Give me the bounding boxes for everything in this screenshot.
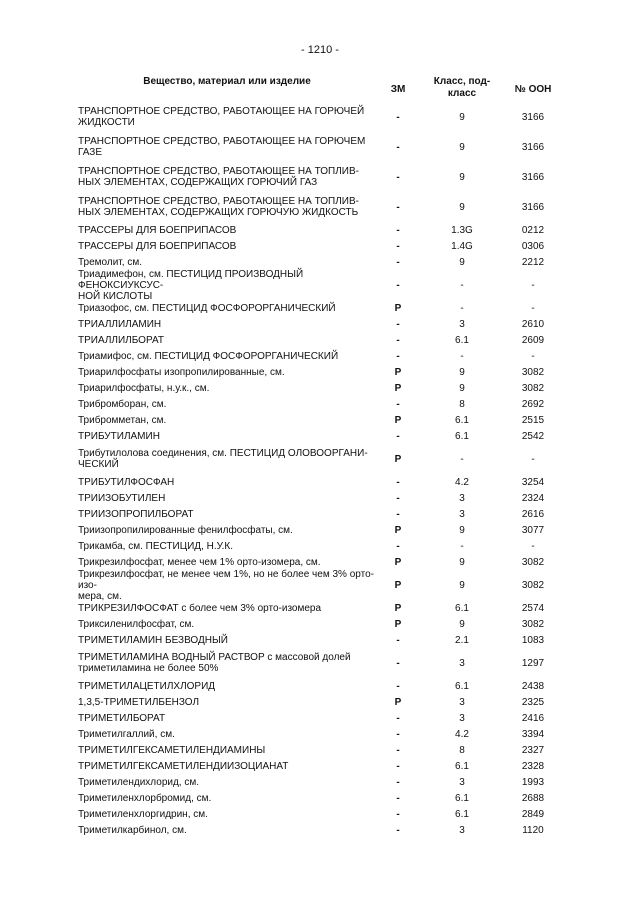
zm-cell: -: [396, 141, 400, 153]
substance-line: ЖИДКОСТИ: [78, 117, 135, 128]
substance-cell: [78, 319, 376, 330]
class-cell: 9: [459, 618, 465, 630]
table-row: [78, 396, 562, 412]
un-number-cell: 3082: [521, 579, 545, 591]
class-cell: 9: [459, 556, 465, 568]
zm-cell: -: [396, 398, 400, 410]
class-cell: 8: [459, 744, 465, 756]
substance-line: Триизопропилированные фенилфосфаты, см.: [78, 524, 293, 536]
substance-line: Трикрезилфосфат, менее чем 1% орто-изомера, см.: [78, 556, 321, 568]
substance-cell: [78, 793, 376, 804]
substance-line: мера, см.: [78, 590, 122, 602]
substance-line: ТРАНСПОРТНОЕ СРЕДСТВО, РАБОТАЮЩЕЕ НА ТОПЛИВ-: [78, 196, 359, 207]
zm-cell: -: [396, 350, 400, 362]
substance-line: ТРИИЗОПРОПИЛБОРАТ: [78, 508, 194, 520]
table-row: [78, 822, 562, 838]
substance-line: 1,3,5-ТРИМЕТИЛБЕНЗОЛ: [78, 696, 200, 708]
substance-cell: [78, 166, 376, 188]
table-row: [78, 506, 562, 522]
class-cell: 2.1: [455, 634, 469, 646]
table-row: [78, 444, 562, 474]
zm-cell: Р: [394, 453, 402, 465]
substance-line: Триметиленхлорбромид, см.: [78, 792, 212, 804]
zm-cell: -: [396, 712, 400, 724]
substance-cell: [78, 448, 376, 470]
un-number-cell: -: [531, 279, 535, 291]
zm-cell: -: [396, 430, 400, 442]
table-row: [78, 348, 562, 364]
class-cell: 6.1: [455, 792, 469, 804]
class-cell: 9: [459, 201, 465, 213]
substance-line: ТРАССЕРЫ ДЛЯ БОЕПРИПАСОВ: [78, 240, 237, 252]
substance-cell: [78, 729, 376, 740]
substance-cell: [78, 745, 376, 756]
table-row: [78, 222, 562, 238]
zm-cell: -: [396, 808, 400, 820]
un-number-cell: 1993: [521, 776, 545, 788]
class-cell: -: [460, 540, 464, 552]
table-row: [78, 710, 562, 726]
substance-line: ТРИБУТИЛФОСФАН: [78, 476, 175, 488]
un-number-cell: 2688: [521, 792, 545, 804]
substance-cell: [78, 399, 376, 410]
un-number-cell: 2849: [521, 808, 545, 820]
class-cell: 6.1: [455, 334, 469, 346]
un-number-cell: 3082: [521, 382, 545, 394]
substance-cell: [78, 303, 376, 314]
zm-cell: Р: [394, 556, 402, 568]
un-number-cell: 3254: [521, 476, 545, 488]
table-row: [78, 522, 562, 538]
substance-cell: [78, 509, 376, 520]
class-cell: -: [460, 350, 464, 362]
un-number-cell: 2616: [521, 508, 545, 520]
substance-cell: [78, 525, 376, 536]
substance-line: Триметилкарбинол, см.: [78, 824, 187, 836]
table-row: [78, 132, 562, 162]
zm-cell: -: [396, 634, 400, 646]
zm-cell: Р: [394, 579, 402, 591]
un-number-cell: 1297: [521, 657, 545, 669]
zm-cell: Р: [394, 524, 402, 536]
table-row: [78, 412, 562, 428]
zm-cell: Р: [394, 696, 402, 708]
page-number: - 1210 -: [301, 44, 339, 56]
table-row: [78, 790, 562, 806]
class-cell: 3: [459, 824, 465, 836]
un-number-cell: 3166: [521, 201, 545, 213]
substance-cell: [78, 196, 376, 218]
un-number-cell: 3166: [521, 171, 545, 183]
substance-cell: [78, 335, 376, 346]
substance-line: Триамифос, см. ПЕСТИЦИД ФОСФОРОРГАНИЧЕСКИЙ: [78, 350, 339, 362]
table-row: [78, 694, 562, 710]
un-number-cell: 1120: [522, 824, 544, 836]
class-cell: 1.4G: [451, 240, 473, 252]
class-cell: 3: [459, 696, 465, 708]
zm-cell: -: [396, 792, 400, 804]
substance-cell: [78, 493, 376, 504]
header-substance: Вещество, материал или изделие: [143, 76, 311, 87]
un-number-cell: 3082: [521, 556, 545, 568]
un-number-cell: 2609: [521, 334, 545, 346]
table-row: [78, 300, 562, 316]
table-row: [78, 570, 562, 600]
substance-cell: [78, 652, 376, 674]
substance-line: ТРИМЕТИЛАМИНА ВОДНЫЙ РАСТВОР с массовой долей: [78, 652, 351, 663]
substance-line: Трибромметан, см.: [78, 414, 167, 426]
table-row: [78, 600, 562, 616]
zm-cell: Р: [394, 382, 402, 394]
class-cell: -: [460, 302, 464, 314]
un-number-cell: 2325: [521, 696, 545, 708]
class-cell: 9: [459, 141, 465, 153]
zm-cell: -: [396, 824, 400, 836]
substance-cell: [78, 761, 376, 772]
substance-cell: [78, 777, 376, 788]
substance-line: ТРАССЕРЫ ДЛЯ БОЕПРИПАСОВ: [78, 224, 237, 236]
substance-line: Трибутилолова соединения, см. ПЕСТИЦИД ОЛОВООРГАНИ-: [78, 448, 368, 459]
zm-cell: Р: [394, 618, 402, 630]
substance-line: Триметилендихлорид, см.: [78, 776, 200, 788]
class-cell: 9: [459, 382, 465, 394]
substance-cell: [78, 106, 376, 128]
zm-cell: -: [396, 318, 400, 330]
zm-cell: -: [396, 728, 400, 740]
substance-cell: [78, 269, 376, 302]
un-number-cell: 2212: [521, 256, 545, 268]
substance-cell: [78, 351, 376, 362]
substance-cell: [78, 681, 376, 692]
zm-cell: -: [396, 111, 400, 123]
zm-cell: Р: [394, 366, 402, 378]
table-row: [78, 192, 562, 222]
un-number-cell: 2542: [521, 430, 545, 442]
header-class-line1: Класс, под-: [433, 76, 491, 87]
un-number-cell: -: [531, 453, 535, 465]
un-number-cell: 2692: [521, 398, 545, 410]
table-header: [78, 76, 562, 104]
class-cell: 9: [459, 171, 465, 183]
substance-cell: [78, 825, 376, 836]
substance-line: ТРИМЕТИЛБОРАТ: [78, 712, 166, 724]
table-row: [78, 380, 562, 396]
substance-line: Триксиленилфосфат, см.: [78, 618, 195, 630]
substance-line: ТРИМЕТИЛАЦЕТИЛХЛОРИД: [78, 680, 216, 692]
substance-line: Триарилфосфаты изопропилированные, см.: [78, 366, 285, 378]
class-cell: 3: [459, 492, 465, 504]
un-number-cell: 2328: [521, 760, 545, 772]
substance-cell: [78, 603, 376, 614]
substance-line: ТРИИЗОБУТИЛЕН: [78, 492, 166, 504]
table-row: [78, 102, 562, 132]
un-number-cell: 2324: [521, 492, 545, 504]
class-cell: 6.1: [455, 808, 469, 820]
substance-line: НЫХ ЭЛЕМЕНТАХ, СОДЕРЖАЩИХ ГОРЮЧУЮ ЖИДКОСТЬ: [78, 207, 359, 218]
class-cell: 3: [459, 712, 465, 724]
class-cell: 9: [459, 366, 465, 378]
class-cell: 9: [459, 256, 465, 268]
un-number-cell: 2438: [521, 680, 545, 692]
substance-line: ТРИМЕТИЛГЕКСАМЕТИЛЕНДИИЗОЦИАНАТ: [78, 760, 289, 772]
substance-line: Триметилгаллий, см.: [78, 728, 175, 740]
zm-cell: -: [396, 240, 400, 252]
un-number-cell: 2610: [521, 318, 545, 330]
substance-line: ТРАНСПОРТНОЕ СРЕДСТВО, РАБОТАЮЩЕЕ НА ТОПЛИВ-: [78, 166, 359, 177]
class-cell: 3: [459, 776, 465, 788]
un-number-cell: 0306: [521, 240, 545, 252]
substance-line: ТРАНСПОРТНОЕ СРЕДСТВО, РАБОТАЮЩЕЕ НА ГОРЮЧЕЙ: [78, 106, 365, 117]
un-number-cell: 1083: [521, 634, 545, 646]
substance-line: Триарилфосфаты, н.у.к., см.: [78, 382, 210, 394]
un-number-cell: 3166: [521, 111, 545, 123]
class-cell: 3: [459, 318, 465, 330]
class-cell: 9: [459, 579, 465, 591]
substance-line: ТРИБУТИЛАМИН: [78, 430, 160, 442]
substance-cell: [78, 225, 376, 236]
zm-cell: -: [396, 492, 400, 504]
un-number-cell: 0212: [521, 224, 545, 236]
table-row: [78, 758, 562, 774]
substance-cell: [78, 477, 376, 488]
class-cell: 6.1: [455, 430, 469, 442]
table-row: [78, 364, 562, 380]
table-row: [78, 238, 562, 254]
zm-cell: -: [396, 171, 400, 183]
class-cell: 6.1: [455, 760, 469, 772]
substance-line: Трибромборан, см.: [78, 398, 167, 410]
substance-cell: [78, 713, 376, 724]
substance-line: ТРИАЛЛИЛАМИН: [78, 318, 162, 330]
table-row: [78, 538, 562, 554]
substance-line: НОЙ КИСЛОТЫ: [78, 290, 153, 302]
table-row: [78, 428, 562, 444]
un-number-cell: 3394: [521, 728, 545, 740]
zm-cell: -: [396, 760, 400, 772]
table-row: [78, 678, 562, 694]
table-row: [78, 726, 562, 742]
substance-cell: [78, 557, 376, 568]
un-number-cell: -: [531, 350, 535, 362]
substance-cell: [78, 635, 376, 646]
header-un: № ООН: [514, 84, 552, 95]
substance-cell: [78, 415, 376, 426]
class-cell: 9: [459, 111, 465, 123]
substance-line: ЧЕСКИЙ: [78, 459, 119, 470]
class-cell: 3: [459, 508, 465, 520]
un-number-cell: 3166: [521, 141, 545, 153]
substance-line: Триадимефон, см. ПЕСТИЦИД ПРОИЗВОДНЫЙ ФЕНОКСИУКСУС-: [78, 268, 304, 291]
substance-line: Триметиленхлоргидрин, см.: [78, 808, 208, 820]
substance-line: Триазофос, см. ПЕСТИЦИД ФОСФОРОРГАНИЧЕСКИЙ: [78, 302, 336, 314]
class-cell: 9: [459, 524, 465, 536]
un-number-cell: 2327: [521, 744, 545, 756]
substance-line: ТРИМЕТИЛГЕКСАМЕТИЛЕНДИАМИНЫ: [78, 744, 266, 756]
substance-line: ТРИАЛЛИЛБОРАТ: [78, 334, 164, 346]
class-cell: 6.1: [455, 680, 469, 692]
substance-line: Трикамба, см. ПЕСТИЦИД, Н.У.К.: [78, 540, 234, 552]
table-row: [78, 490, 562, 506]
zm-cell: -: [396, 508, 400, 520]
un-number-cell: -: [531, 302, 535, 314]
class-cell: 4.2: [455, 728, 469, 740]
substance-cell: [78, 383, 376, 394]
class-cell: -: [460, 279, 464, 291]
substance-cell: [78, 431, 376, 442]
substance-line: Тремолит, см.: [78, 256, 142, 268]
table-row: [78, 162, 562, 192]
zm-cell: -: [396, 279, 400, 291]
zm-cell: -: [396, 776, 400, 788]
substance-line: ТРАНСПОРТНОЕ СРЕДСТВО, РАБОТАЮЩЕЕ НА ГОРЮЧЕМ: [78, 136, 366, 147]
substance-line: ТРИМЕТИЛАМИН БЕЗВОДНЫЙ: [78, 634, 228, 646]
substance-line: ГАЗЕ: [78, 147, 103, 158]
table-row: [78, 270, 562, 300]
substance-line: Трикрезилфосфат, не менее чем 1%, но не более чем 3% орто-изо-: [78, 568, 374, 591]
zm-cell: -: [396, 744, 400, 756]
un-number-cell: 2416: [521, 712, 545, 724]
class-cell: -: [460, 453, 464, 465]
substance-cell: [78, 809, 376, 820]
zm-cell: -: [396, 540, 400, 552]
table-row: [78, 742, 562, 758]
class-cell: 4.2: [455, 476, 469, 488]
zm-cell: -: [396, 334, 400, 346]
table-row: [78, 332, 562, 348]
un-number-cell: 2515: [521, 414, 545, 426]
table-row: [78, 774, 562, 790]
table-row: [78, 616, 562, 632]
header-class: [420, 76, 504, 100]
class-cell: 8: [459, 398, 465, 410]
table-row: [78, 474, 562, 490]
substance-cell: [78, 541, 376, 552]
substance-cell: [78, 241, 376, 252]
substance-line: триметиламина не более 50%: [78, 663, 219, 674]
zm-cell: Р: [394, 414, 402, 426]
header-class-line2: класс: [447, 88, 477, 99]
un-number-cell: 3082: [521, 366, 545, 378]
zm-cell: -: [396, 201, 400, 213]
substance-line: ТРИКРЕЗИЛФОСФАТ с более чем 3% орто-изомера: [78, 602, 322, 614]
substance-cell: [78, 569, 376, 602]
un-number-cell: -: [531, 540, 535, 552]
un-number-cell: 2574: [521, 602, 545, 614]
class-cell: 6.1: [455, 602, 469, 614]
zm-cell: -: [396, 256, 400, 268]
zm-cell: -: [396, 476, 400, 488]
substance-cell: [78, 136, 376, 158]
zm-cell: -: [396, 680, 400, 692]
table-row: [78, 648, 562, 678]
table-row: [78, 632, 562, 648]
table-body: [78, 102, 562, 838]
header-zm: ЗМ: [390, 84, 406, 95]
table-row: [78, 316, 562, 332]
zm-cell: -: [396, 657, 400, 669]
zm-cell: -: [396, 224, 400, 236]
table-row: [78, 806, 562, 822]
zm-cell: Р: [394, 302, 402, 314]
un-number-cell: 3077: [521, 524, 545, 536]
substance-cell: [78, 257, 376, 268]
substance-line: НЫХ ЭЛЕМЕНТАХ, СОДЕРЖАЩИХ ГОРЮЧИЙ ГАЗ: [78, 177, 318, 188]
substance-cell: [78, 619, 376, 630]
substance-cell: [78, 697, 376, 708]
class-cell: 6.1: [455, 414, 469, 426]
substance-cell: [78, 367, 376, 378]
zm-cell: Р: [394, 602, 402, 614]
un-number-cell: 3082: [521, 618, 545, 630]
class-cell: 1.3G: [451, 224, 473, 236]
class-cell: 3: [459, 657, 465, 669]
